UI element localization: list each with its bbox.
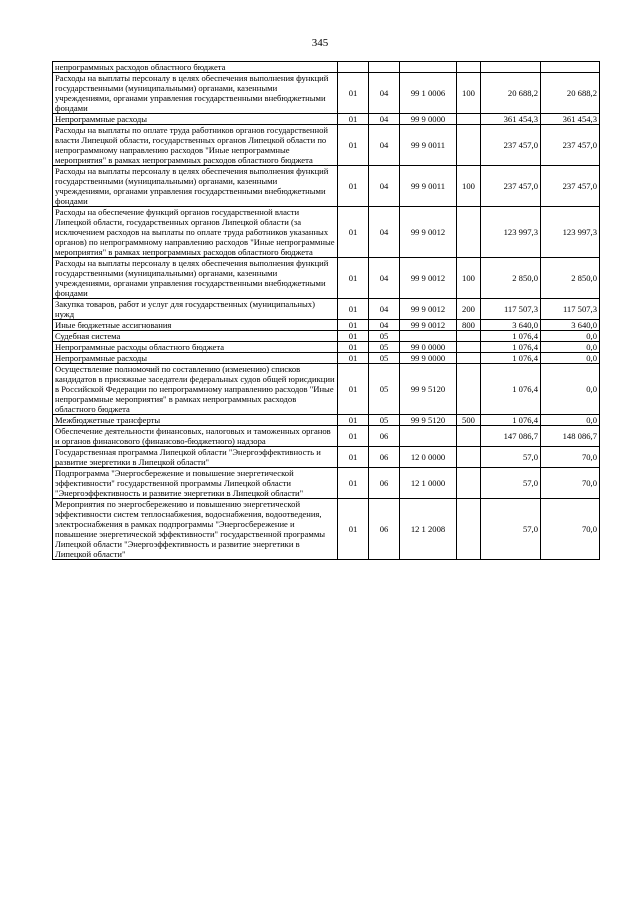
row-subsection-code: 04 [369, 114, 400, 125]
table-row [53, 447, 600, 468]
row-section-code: 01 [338, 125, 369, 166]
row-subsection-code: 05 [369, 331, 400, 342]
row-amount-year-1: 1 076,4 [481, 415, 541, 426]
row-description: Непрограммные расходы [53, 353, 338, 364]
row-description: Расходы на выплаты по оплате труда работников органов государственной власти Липецкой области, государственных органов Липецкой области по непрограммному направлению расходов "Иные непрограммные мероприятия" в рамках непрограммных расходов областного бюджета [53, 125, 338, 166]
row-subsection-code [369, 62, 400, 73]
row-section-code: 01 [338, 73, 369, 114]
row-subsection-code: 06 [369, 499, 400, 560]
table-row [53, 258, 600, 299]
row-subsection-code: 04 [369, 166, 400, 207]
row-amount-year-1: 57,0 [481, 447, 541, 468]
row-target-article: 99 9 0012 [400, 320, 457, 331]
row-section-code: 01 [338, 353, 369, 364]
row-description: Непрограммные расходы [53, 114, 338, 125]
table-row [53, 342, 600, 353]
row-target-article: 99 9 5120 [400, 364, 457, 415]
row-target-article: 12 1 0000 [400, 468, 457, 499]
row-description: Осуществление полномочий по составлению (изменению) списков кандидатов в присяжные заседатели федеральных судов общей юрисдикции в Российской Федерации по непрограммному направлению расходов "Иные непрограммные мероприятия" в рамках непрограммных расходов областного бюджета [53, 364, 338, 415]
row-subsection-code: 05 [369, 353, 400, 364]
row-description: Расходы на выплаты персоналу в целях обеспечения выполнения функций государственными (муниципальными) органами, казенными учреждениями, органами управления государственными внебюджетными фондами [53, 258, 338, 299]
row-section-code [338, 62, 369, 73]
row-subsection-code: 04 [369, 258, 400, 299]
row-amount-year-2: 2 850,0 [541, 258, 600, 299]
row-description: Государственная программа Липецкой области "Энергоэффективность и развитие энергетики в Липецкой области" [53, 447, 338, 468]
row-target-article: 12 1 2008 [400, 499, 457, 560]
row-amount-year-2: 123 997,3 [541, 207, 600, 258]
row-section-code: 01 [338, 331, 369, 342]
table-row [53, 353, 600, 364]
budget-table-body [53, 62, 600, 560]
row-subsection-code: 05 [369, 342, 400, 353]
row-description: Непрограммные расходы областного бюджета [53, 342, 338, 353]
row-amount-year-2: 70,0 [541, 499, 600, 560]
table-row [53, 114, 600, 125]
row-expense-type [457, 125, 481, 166]
table-row [53, 426, 600, 447]
row-amount-year-1: 1 076,4 [481, 331, 541, 342]
row-amount-year-1: 117 507,3 [481, 299, 541, 320]
row-target-article: 99 9 0012 [400, 258, 457, 299]
table-row [53, 468, 600, 499]
row-amount-year-2: 0,0 [541, 364, 600, 415]
row-target-article: 99 9 0000 [400, 353, 457, 364]
row-section-code: 01 [338, 258, 369, 299]
row-subsection-code: 05 [369, 415, 400, 426]
row-amount-year-2: 70,0 [541, 447, 600, 468]
row-subsection-code: 06 [369, 447, 400, 468]
table-row [53, 125, 600, 166]
row-description: Иные бюджетные ассигнования [53, 320, 338, 331]
row-expense-type: 100 [457, 73, 481, 114]
row-description: Мероприятия по энергосбережению и повышению энергетической эффективности систем теплоснабжения, водоснабжения, водоотведения, электроснабжения в рамках подпрограммы "Энергосбережение и повышение энергетической эффективности" государственной программы Липецкой области "Энергоэффективность и развитие энергетики в Липецкой области" [53, 499, 338, 560]
row-section-code: 01 [338, 468, 369, 499]
row-amount-year-1: 20 688,2 [481, 73, 541, 114]
row-amount-year-2: 361 454,3 [541, 114, 600, 125]
row-target-article: 99 0 0000 [400, 342, 457, 353]
row-target-article: 99 9 5120 [400, 415, 457, 426]
row-target-article: 12 0 0000 [400, 447, 457, 468]
row-section-code: 01 [338, 320, 369, 331]
row-expense-type [457, 447, 481, 468]
row-subsection-code: 04 [369, 299, 400, 320]
table-row [53, 62, 600, 73]
row-expense-type [457, 114, 481, 125]
row-subsection-code: 04 [369, 320, 400, 331]
table-row [53, 207, 600, 258]
row-amount-year-2: 3 640,0 [541, 320, 600, 331]
row-expense-type [457, 468, 481, 499]
page-number: 345 [311, 37, 329, 49]
row-subsection-code: 05 [369, 364, 400, 415]
row-amount-year-1: 57,0 [481, 499, 541, 560]
row-target-article [400, 331, 457, 342]
row-section-code: 01 [338, 499, 369, 560]
row-section-code: 01 [338, 166, 369, 207]
row-section-code: 01 [338, 447, 369, 468]
row-section-code: 01 [338, 415, 369, 426]
row-amount-year-2: 148 086,7 [541, 426, 600, 447]
row-expense-type [457, 426, 481, 447]
row-amount-year-2: 70,0 [541, 468, 600, 499]
table-row [53, 320, 600, 331]
table-row [53, 299, 600, 320]
table-row [53, 166, 600, 207]
row-section-code: 01 [338, 364, 369, 415]
row-amount-year-1: 361 454,3 [481, 114, 541, 125]
row-amount-year-1: 1 076,4 [481, 342, 541, 353]
row-target-article: 99 9 0011 [400, 125, 457, 166]
row-amount-year-2: 0,0 [541, 331, 600, 342]
row-amount-year-1: 147 086,7 [481, 426, 541, 447]
row-description: Обеспечение деятельности финансовых, налоговых и таможенных органов и органов финансового (финансово-бюджетного) надзора [53, 426, 338, 447]
row-description: Судебная система [53, 331, 338, 342]
row-description: Расходы на обеспечение функций органов государственной власти Липецкой области, государственных органов Липецкой области (за исключением расходов на выплаты по оплате труда работников указанных органов) по непрограммному направлению расходов "Иные непрограммные мероприятия" в рамках непрограммных расходов областного бюджета [53, 207, 338, 258]
row-expense-type: 200 [457, 299, 481, 320]
row-expense-type [457, 342, 481, 353]
table-row [53, 499, 600, 560]
row-expense-type [457, 353, 481, 364]
row-amount-year-2: 0,0 [541, 415, 600, 426]
row-section-code: 01 [338, 114, 369, 125]
row-target-article [400, 426, 457, 447]
row-target-article: 99 9 0011 [400, 166, 457, 207]
row-description: Подпрограмма "Энергосбережение и повышение энергетической эффективности" государственной программы Липецкой области "Энергоэффективность и развитие энергетики в Липецкой области" [53, 468, 338, 499]
row-expense-type: 100 [457, 166, 481, 207]
row-amount-year-1: 123 997,3 [481, 207, 541, 258]
row-description: Расходы на выплаты персоналу в целях обеспечения выполнения функций государственными (муниципальными) органами, казенными учреждениями, органами управления государственными внебюджетными фондами [53, 166, 338, 207]
row-section-code: 01 [338, 342, 369, 353]
row-expense-type [457, 62, 481, 73]
row-description: Закупка товаров, работ и услуг для государственных (муниципальных) нужд [53, 299, 338, 320]
row-expense-type [457, 364, 481, 415]
row-amount-year-2: 237 457,0 [541, 125, 600, 166]
row-amount-year-2 [541, 62, 600, 73]
row-amount-year-1: 3 640,0 [481, 320, 541, 331]
row-amount-year-1: 57,0 [481, 468, 541, 499]
row-amount-year-1: 2 850,0 [481, 258, 541, 299]
row-description: Межбюджетные трансферты [53, 415, 338, 426]
row-target-article [400, 62, 457, 73]
table-row [53, 364, 600, 415]
row-expense-type: 100 [457, 258, 481, 299]
row-amount-year-2: 0,0 [541, 342, 600, 353]
row-amount-year-2: 20 688,2 [541, 73, 600, 114]
row-expense-type [457, 331, 481, 342]
row-expense-type: 500 [457, 415, 481, 426]
row-target-article: 99 1 0006 [400, 73, 457, 114]
row-amount-year-1: 237 457,0 [481, 166, 541, 207]
row-target-article: 99 9 0012 [400, 207, 457, 258]
table-row [53, 331, 600, 342]
row-amount-year-1: 237 457,0 [481, 125, 541, 166]
row-amount-year-2: 0,0 [541, 353, 600, 364]
row-description: непрограммных расходов областного бюджета [53, 62, 338, 73]
row-amount-year-1: 1 076,4 [481, 353, 541, 364]
budget-table [52, 61, 600, 560]
row-target-article: 99 9 0000 [400, 114, 457, 125]
row-subsection-code: 04 [369, 125, 400, 166]
row-subsection-code: 04 [369, 207, 400, 258]
row-amount-year-1: 1 076,4 [481, 364, 541, 415]
row-amount-year-2: 117 507,3 [541, 299, 600, 320]
row-section-code: 01 [338, 426, 369, 447]
row-amount-year-2: 237 457,0 [541, 166, 600, 207]
row-subsection-code: 06 [369, 426, 400, 447]
row-section-code: 01 [338, 207, 369, 258]
row-subsection-code: 06 [369, 468, 400, 499]
table-row [53, 73, 600, 114]
row-target-article: 99 9 0012 [400, 299, 457, 320]
row-expense-type: 800 [457, 320, 481, 331]
row-expense-type [457, 207, 481, 258]
row-expense-type [457, 499, 481, 560]
row-section-code: 01 [338, 299, 369, 320]
row-description: Расходы на выплаты персоналу в целях обеспечения выполнения функций государственными (муниципальными) органами, казенными учреждениями, органами управления государственными внебюджетными фондами [53, 73, 338, 114]
row-subsection-code: 04 [369, 73, 400, 114]
row-amount-year-1 [481, 62, 541, 73]
table-row [53, 415, 600, 426]
